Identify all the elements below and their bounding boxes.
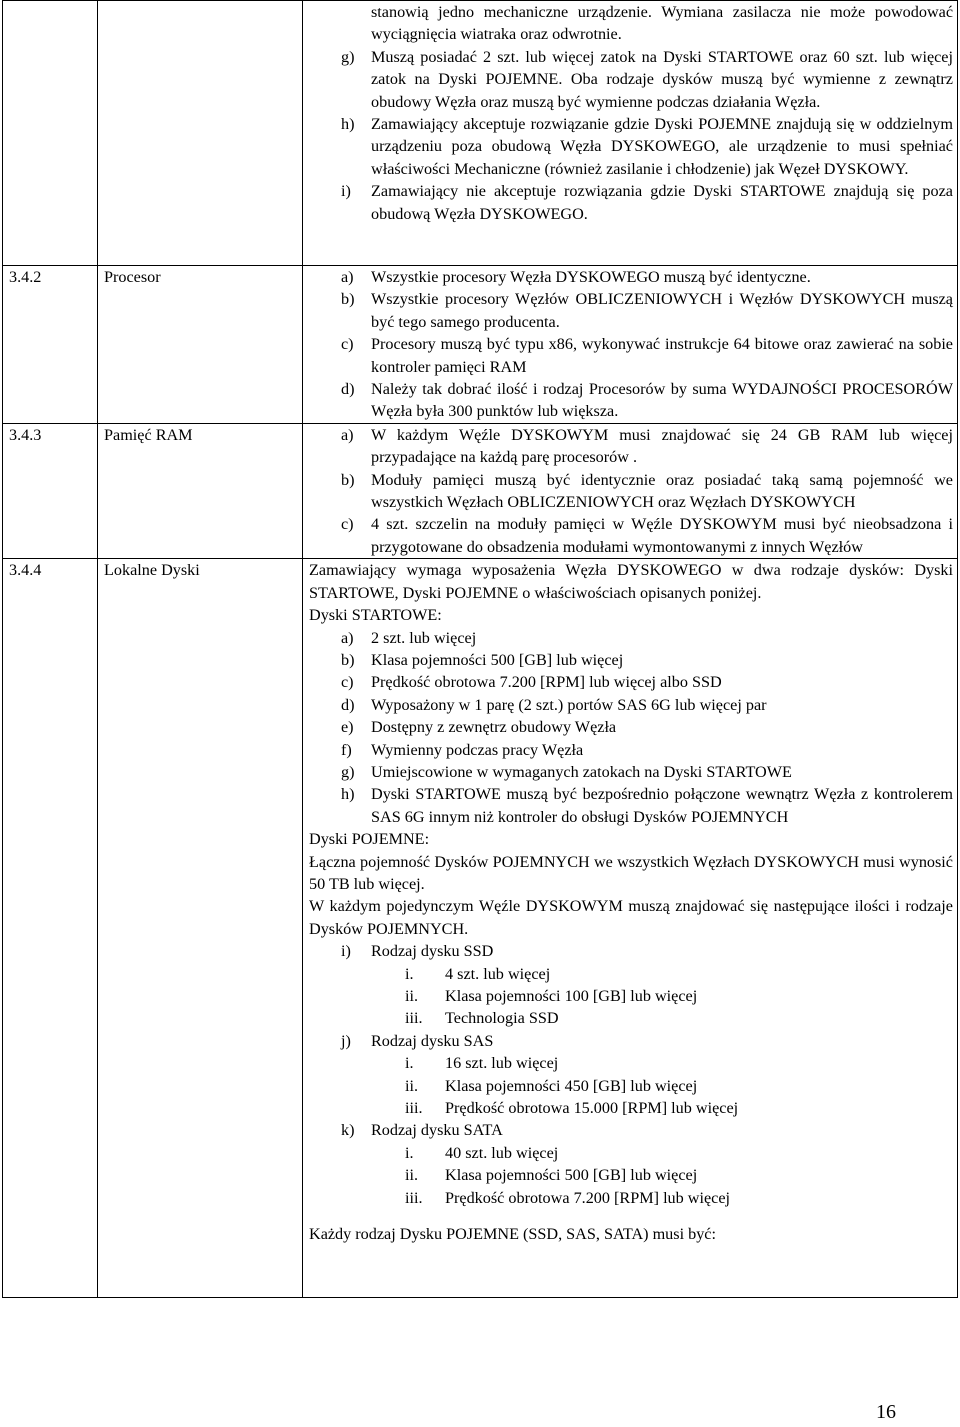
list-item xyxy=(309,649,953,671)
list-item xyxy=(309,716,953,738)
item-text: Klasa pojemności 500 [GB] lub więcej xyxy=(371,650,624,669)
item-label: d) xyxy=(341,380,355,399)
item-text: Dyski STARTOWE muszą być bezpośrednio połączone wewnątrz Węzła z kontrolerem SAS 6G innym niż kontroler do obsługi Dysków POJEMNYCH xyxy=(371,785,953,826)
cell-body xyxy=(303,266,958,424)
item-label: a) xyxy=(341,268,354,286)
item-label: b) xyxy=(341,290,355,309)
sub-item-text: 16 szt. lub więcej xyxy=(445,1054,559,1073)
cell-number xyxy=(3,1,98,266)
section-name: Procesor xyxy=(98,266,303,424)
item-label: b) xyxy=(341,650,355,669)
list-item xyxy=(309,1119,953,1141)
list-item xyxy=(309,266,953,288)
list-item xyxy=(309,761,953,783)
item-label xyxy=(309,1,371,46)
sub-item xyxy=(309,985,953,1007)
sub-item-label: ii. xyxy=(405,1166,419,1185)
table-row-procesor xyxy=(3,266,958,424)
list-item xyxy=(309,694,953,716)
item-text: Umiejscowione w wymaganych zatokach na Dyski STARTOWE xyxy=(371,762,792,781)
disks-intro: Zamawiający wymaga wyposażenia Węzła DYSKOWEGO w dwa rodzaje dysków: Dyski STARTOWE, Dyski POJEMNE o właściwościach opisanych poniżej. xyxy=(309,561,953,602)
cell-name xyxy=(98,1,303,266)
item-label: e) xyxy=(341,718,354,737)
list-item xyxy=(309,1,953,46)
list-item xyxy=(309,46,953,113)
item-text: Zamawiający nie akceptuje rozwiązania gdzie Dyski STARTOWE znajdują się poza obudową Węzła DYSKOWEGO. xyxy=(371,182,953,223)
item-text: Należy tak dobrać ilość i rodzaj Procesorów by suma WYDAJNOŚCI PROCESORÓW Węzła była 300 punktów lub większa. xyxy=(371,380,953,421)
item-text: Zamawiający akceptuje rozwiązanie gdzie Dyski POJEMNE znajdują się w oddzielnym urządzeniu poza obudową Węzła DYSKOWEGO, ale urządzenie to musi spełniać właściwości Mechaniczne (również zasilanie i chłodzenie) jak Węzeł DYSKOWY. xyxy=(371,115,953,178)
list-item xyxy=(309,424,953,469)
startowe-heading: Dyski STARTOWE: xyxy=(309,606,442,625)
specification-table xyxy=(2,0,958,1298)
page-number: 16 xyxy=(876,1401,896,1423)
item-text: Muszą posiadać 2 szt. lub więcej zatok na Dyski STARTOWE oraz 60 szt. lub więcej zatok na Dyski POJEMNE. Oba rodzaje dysków muszą być wymienne z zewnątrz obudowy Węzła oraz muszą być wymienne podczas działania Węzła. xyxy=(371,47,953,111)
sub-item xyxy=(309,1075,953,1097)
item-text: Rodzaj dysku SAS xyxy=(371,1031,494,1050)
list-item xyxy=(309,113,953,180)
list-item xyxy=(309,940,953,962)
table-row-continuation xyxy=(3,1,958,266)
sub-item xyxy=(309,1097,953,1119)
list-item xyxy=(309,783,953,828)
table-row-lokalne-dyski xyxy=(3,559,958,1298)
item-text: W każdym Węźle DYSKOWYM musi znajdować się 24 GB RAM lub więcej przypadające na każdą parę procesorów . xyxy=(371,425,953,467)
sub-item-label: ii. xyxy=(405,1076,419,1095)
sub-item-label: ii. xyxy=(405,987,419,1005)
sub-item-text: 40 szt. lub więcej xyxy=(445,1143,559,1162)
sub-item-text: Prędkość obrotowa 7.200 [RPM] lub więcej xyxy=(445,1188,731,1207)
item-text: Wymienny podczas pracy Węzła xyxy=(371,740,584,759)
item-text: Dostępny z zewnętrz obudowy Węzła xyxy=(371,718,617,737)
sub-item xyxy=(309,963,953,985)
item-label: b) xyxy=(341,470,355,489)
item-text: stanowią jedno mechaniczne urządzenie. Wymiana zasilacza nie może powodować wyciągnięcia wiatraka oraz odwrotnie. xyxy=(371,3,953,44)
item-text: Wyposażony w 1 parę (2 szt.) portów SAS 6G lub więcej par xyxy=(371,695,767,714)
section-name: Lokalne Dyski xyxy=(98,559,303,1298)
sub-item xyxy=(309,1164,953,1186)
item-text: 2 szt. lub więcej xyxy=(371,628,477,647)
item-label: c) xyxy=(341,673,354,692)
sub-item-label: iii. xyxy=(405,1188,423,1207)
sub-item xyxy=(309,1187,953,1209)
sub-item-label: i. xyxy=(405,1143,414,1162)
sub-item-label: iii. xyxy=(405,1099,423,1118)
item-text: Prędkość obrotowa 7.200 [RPM] lub więcej albo SSD xyxy=(371,673,722,692)
item-label: i) xyxy=(341,182,351,201)
sub-item xyxy=(309,1007,953,1029)
pojemne-paragraph: Łączna pojemność Dysków POJEMNYCH we wszystkich Węzłach DYSKOWYCH musi wynosić 50 TB lub więcej. xyxy=(309,852,953,893)
item-label: h) xyxy=(341,785,355,804)
item-text: Procesory muszą być typu x86, wykonywać instrukcje 64 bitowe oraz zawierać na sobie kontroler pamięci RAM xyxy=(371,335,953,376)
list-item xyxy=(309,739,953,761)
item-label: g) xyxy=(341,762,355,781)
sub-item-text: Klasa pojemności 100 [GB] lub więcej xyxy=(445,987,698,1005)
list-item xyxy=(309,1030,953,1052)
item-label: d) xyxy=(341,695,355,714)
list-item xyxy=(309,671,953,693)
section-number: 3.4.4 xyxy=(3,559,98,1298)
item-label: a) xyxy=(341,425,354,444)
item-text: Rodzaj dysku SATA xyxy=(371,1121,503,1140)
cell-body xyxy=(303,559,958,1298)
section-number: 3.4.2 xyxy=(3,266,98,424)
item-text: Wszystkie procesory Węzłów OBLICZENIOWYCH i Węzłów DYSKOWYCH muszą być tego samego producenta. xyxy=(371,290,953,331)
list-item xyxy=(309,513,953,558)
item-text: 4 szt. szczelin na moduły pamięci w Węźle DYSKOWYM musi być nieobsadzona i przygotowane do obsadzenia modułami wymontowanymi z innych Węzłów xyxy=(371,515,953,556)
item-text: Wszystkie procesory Węzła DYSKOWEGO muszą być identyczne. xyxy=(371,268,811,286)
sub-item-label: iii. xyxy=(405,1009,423,1028)
item-label: h) xyxy=(341,115,355,134)
item-label: c) xyxy=(341,335,354,354)
item-label: c) xyxy=(341,515,354,534)
list-item xyxy=(309,627,953,649)
sub-item-text: 4 szt. lub więcej xyxy=(445,964,551,983)
list-item xyxy=(309,333,953,378)
item-label: g) xyxy=(341,47,355,66)
list-item xyxy=(309,378,953,423)
cell-body xyxy=(303,423,958,558)
list-item xyxy=(309,288,953,333)
item-text: Rodzaj dysku SSD xyxy=(371,942,494,961)
sub-item xyxy=(309,1142,953,1164)
item-text: Moduły pamięci muszą być identycznie oraz posiadać taką samą pojemność we wszystkich Węzłach OBLICZENIOWYCH oraz Węzłach DYSKOWYCH xyxy=(371,470,953,512)
sub-item-text: Technologia SSD xyxy=(445,1009,559,1028)
sub-item-text: Prędkość obrotowa 15.000 [RPM] lub więcej xyxy=(445,1099,739,1118)
sub-item-label: i. xyxy=(405,964,414,983)
item-label: a) xyxy=(341,628,354,647)
spacer xyxy=(309,1209,953,1223)
item-label: k) xyxy=(341,1121,355,1140)
section-name: Pamięć RAM xyxy=(98,423,303,558)
item-label: i) xyxy=(341,942,351,961)
item-label: f) xyxy=(341,740,352,759)
sub-item xyxy=(309,1052,953,1074)
cell-body xyxy=(303,1,958,266)
list-item xyxy=(309,469,953,514)
section-number: 3.4.3 xyxy=(3,423,98,558)
sub-item-text: Klasa pojemności 450 [GB] lub więcej xyxy=(445,1076,698,1095)
pojemne-heading: Dyski POJEMNE: xyxy=(309,830,430,849)
sub-item-label: i. xyxy=(405,1054,414,1073)
table-row-pamiec-ram xyxy=(3,423,958,558)
sub-item-text: Klasa pojemności 500 [GB] lub więcej xyxy=(445,1166,698,1185)
pojemne-paragraph: W każdym pojedynczym Węźle DYSKOWYM muszą znajdować się następujące ilości i rodzaje Dysków POJEMNYCH. xyxy=(309,897,953,938)
item-label: j) xyxy=(341,1031,351,1050)
list-item xyxy=(309,180,953,225)
closing-text: Każdy rodzaj Dysku POJEMNE (SSD, SAS, SATA) musi być: xyxy=(309,1225,716,1244)
